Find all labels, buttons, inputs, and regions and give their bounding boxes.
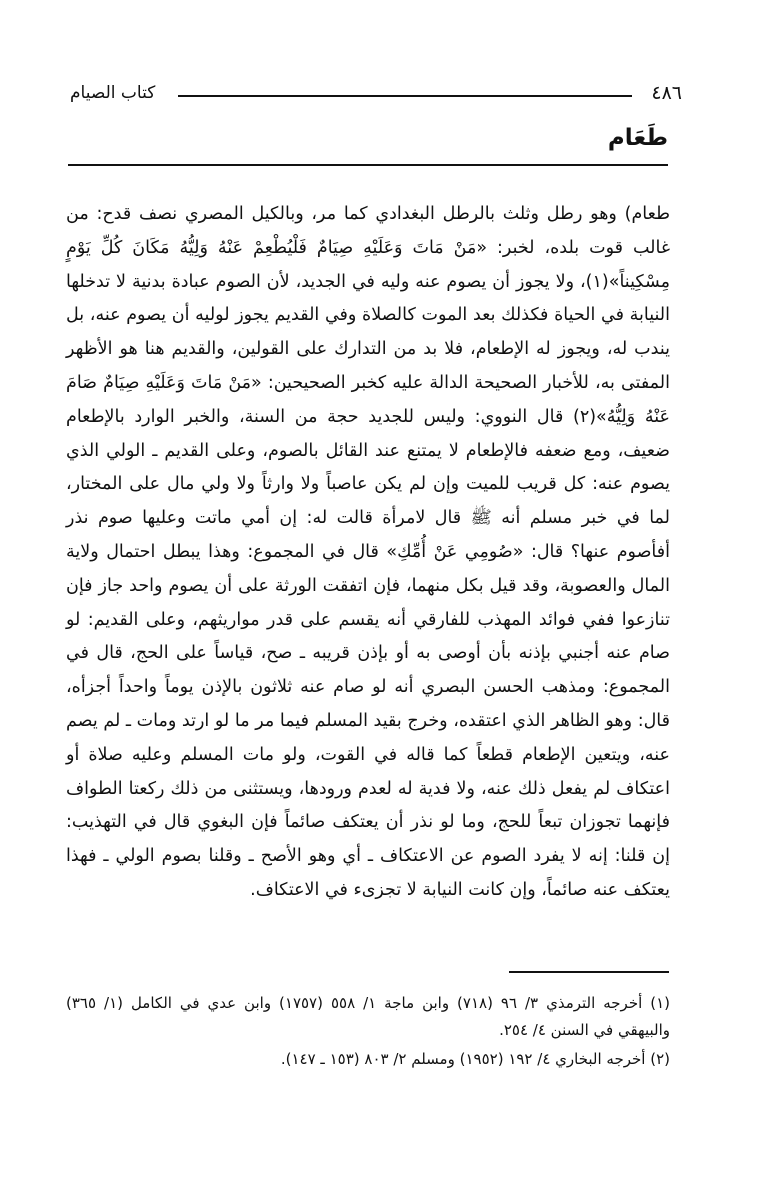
footnotes: [66, 990, 670, 1075]
header-rule: [178, 95, 632, 97]
page-header: [70, 80, 682, 110]
main-text: [66, 198, 670, 908]
footnote-1: (١) أخرجه الترمذي ٣/ ٩٦ (٧١٨) وابن ماجة ١/ ٥٥٨ (١٧٥٧) وابن عدي في الكامل (١/ ٣٦٥) والبيهقي في السنن ٤/ ٢٥٤.: [66, 994, 670, 1039]
running-title: كتاب الصيام: [70, 83, 156, 103]
footnote-2: (٢) أخرجه البخاري ٤/ ١٩٢ (١٩٥٢) ومسلم ٢/ ٨٠٣ (١٥٣ ـ ١٤٧).: [280, 1050, 670, 1068]
page-number: ٤٨٦: [651, 82, 682, 104]
section-term: طَعَام: [607, 125, 668, 151]
footnote-rule: [509, 971, 669, 973]
main-paragraph: طعام) وهو رطل وثلث بالرطل البغدادي كما مر، وبالكيل المصري نصف قدح: من غالب قوت بلده، لخبر: «مَنْ مَاتَ وَعَلَيْهِ صِيَامٌ فَلْيُطْعِمْ عَنْهُ وَلِيُّهُ مَكَانَ كُلِّ يَوْمٍ مِسْكِيناً»(١)، ولا يجوز أن يصوم عنه وليه في الجديد، لأن الصوم عبادة بدنية لا تدخلها النيابة في الحياة فكذلك بعد الموت كالصلاة وفي القديم يجوز لوليه أن يصوم عنه، بل يندب له، ويجوز له الإطعام، فلا بد من التدارك على القولين، والقديم هنا هو الأظهر المفتى به، للأخبار الصحيحة الدالة عليه كخبر الصحيحين: «مَنْ مَاتَ وَعَلَيْهِ صِيَامٌ صَامَ عَنْهُ وَلِيُّهُ»(٢) قال النووي: وليس للجديد حجة من السنة، والخبر الوارد بالإطعام ضعيف، ومع ضعفه فالإطعام لا يمتنع عند القائل بالصوم، وعلى القديم ـ الولي الذي يصوم عنه: كل قريب للميت وإن لم يكن عاصباً ولا وارثاً ولا ولي مال على المختار، لما في خبر مسلم أنه ﷺ قال لامرأة قالت له: إن أمي ماتت وعليها صوم نذر أفأصوم عنها؟ قال: «صُومِي عَنْ أُمِّكِ» قال في المجموع: وهذا يبطل احتمال ولاية المال والعصوبة، وقد قيل بكل منهما، فإن اتفقت الورثة على أن يصوم واحد جاز فإن تنازعوا ففي فوائد المهذب للفارقي أنه يقسم على قدر مواريثهم، وعلى القديم: لو صام عنه أجنبي بإذنه بأن أوصى به أو بإذن قريبه ـ صح، قياساً على الحج، قال في المجموع: ومذهب الحسن البصري أنه لو صام عنه ثلاثون بالإذن يوماً واحداً أجزأه، قال: وهو الظاهر الذي اعتقده، وخرج بقيد المسلم فيما مر ما لو ارتد ومات ـ لم يصم عنه، ويتعين الإطعام قطعاً كما قاله في القوت، ولو مات المسلم وعليه صلاة أو اعتكاف لم يفعل ذلك عنه، ولا فدية له لعدم ورودها، ويستثنى من ذلك ركعتا الطواف فإنهما تجوزان تبعاً للحج، وما لو نذر أن يعتكف صائماً فإن البغوي قال في التهذيب: إن قلنا: إنه لا يفرد الصوم عن الاعتكاف ـ أي وهو الأصح ـ وقلنا بصوم الولي ـ فهذا يعتكف عنه صائماً، وإن كانت النيابة لا تجزىء في الاعتكاف.: [66, 204, 670, 900]
term-rule: [68, 164, 668, 166]
